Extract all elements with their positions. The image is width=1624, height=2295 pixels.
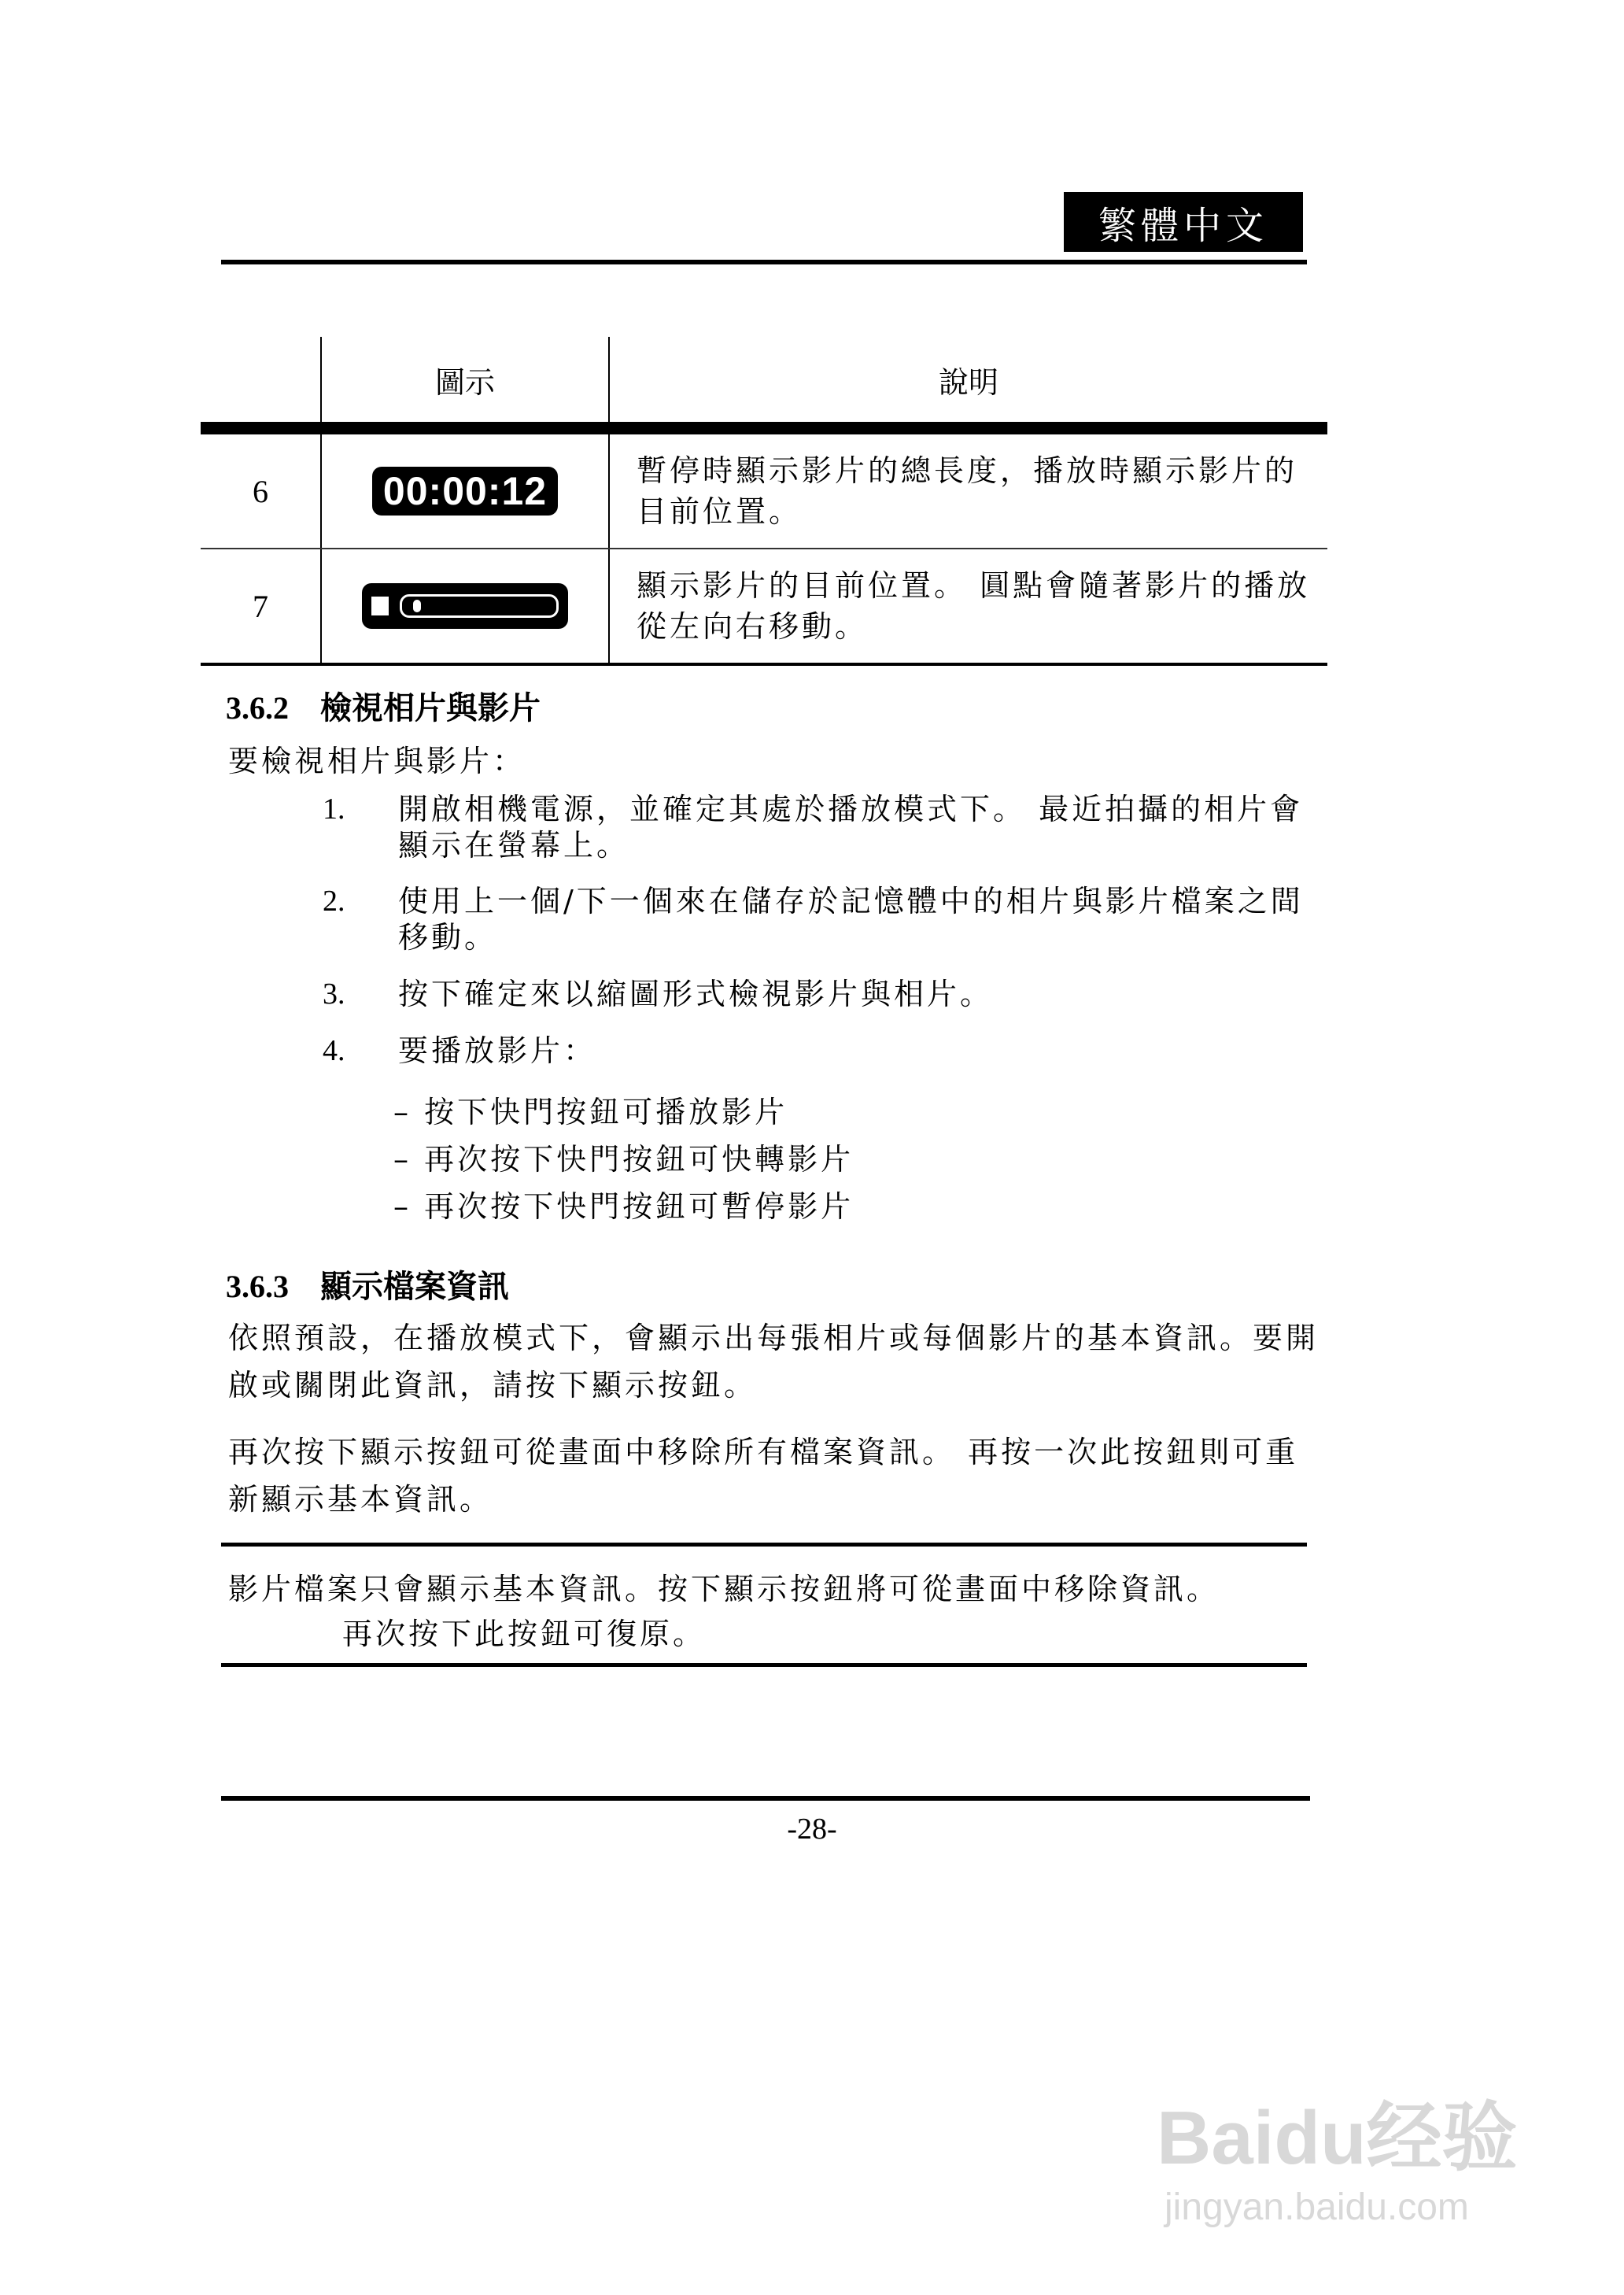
list-number: 2. [323,885,345,918]
sub-item: – 再次按下快門按鈕可快轉影片 [393,1142,854,1177]
note-bottom-rule [221,1663,1307,1667]
section-title: 顯示檔案資訊 [320,1268,509,1305]
col-description-header: 說明 [609,337,1327,428]
row-index: 7 [201,549,321,664]
note-line: 影片檔案只會顯示基本資訊。按下顯示按鈕將可從畫面中移除資訊。 [228,1572,1220,1606]
progress-bar-icon [362,583,568,629]
progress-dot [413,600,421,612]
list-item [323,1033,1314,1069]
section-intro: 要檢視相片與影片： [228,744,526,778]
stop-square-icon [371,597,389,615]
list-text: 要播放影片： [398,1033,597,1068]
row-index: 6 [201,428,321,549]
list-text: 按下確定來以縮圖形式檢視影片與相片。 [398,977,994,1011]
list-number: 1. [323,793,345,826]
list-number: 4. [323,1034,345,1067]
list-text: 使用上一個/下一個來在儲存於記憶體中的相片與影片檔案之間移動。 [398,884,1304,955]
page-number: -28- [787,1813,837,1846]
baidu-watermark [1157,2078,1518,2229]
paragraph: 依照預設，在播放模式下，會顯示出每張相片或每個影片的基本資訊。要開啟或關閉此資訊，請按下顯示按鈕。 [228,1321,1320,1402]
section-heading-3-6-2 [226,683,541,728]
col-index-header [201,337,321,428]
section-title: 檢視相片與影片 [320,689,541,726]
footer-rule [221,1796,1310,1801]
section-number: 3.6.3 [226,1269,289,1304]
watermark-brand: Baidu经验 [1157,2096,1518,2180]
table-header-row [201,337,1327,428]
list-item [323,791,1314,863]
row-description: 暫停時顯示影片的總長度，播放時顯示影片的目前位置。 [609,428,1327,549]
note-line: 再次按下此按鈕可復原。 [342,1617,707,1651]
list-item [323,883,1306,955]
language-tab-label: 繁體中文 [1098,203,1268,248]
watermark-url: jingyan.baidu.com [1164,2186,1469,2228]
language-tab [1064,192,1303,252]
sub-item: – 按下快門按鈕可播放影片 [393,1095,788,1129]
list-number: 3. [323,978,345,1011]
table-row [201,549,1327,664]
col-icon-header: 圖示 [321,337,609,428]
icon-table [201,337,1327,666]
note-top-rule [221,1543,1307,1547]
header-rule [221,260,1307,264]
timer-display-icon: 00:00:12 [372,467,558,516]
sub-item: – 再次按下快門按鈕可暫停影片 [393,1189,854,1224]
row-description: 顯示影片的目前位置。 圓點會隨著影片的播放從左向右移動。 [609,549,1327,664]
list-item [323,976,1314,1012]
list-text: 開啟相機電源，並確定其處於播放模式下。 最近拍攝的相片會顯示在螢幕上。 [398,792,1304,863]
paragraph: 再次按下顯示按鈕可從畫面中移除所有檔案資訊。 再按一次此按鈕則可重新顯示基本資訊。 [228,1435,1299,1517]
section-number: 3.6.2 [226,690,289,726]
section-heading-3-6-3 [226,1262,509,1306]
table-row [201,428,1327,549]
